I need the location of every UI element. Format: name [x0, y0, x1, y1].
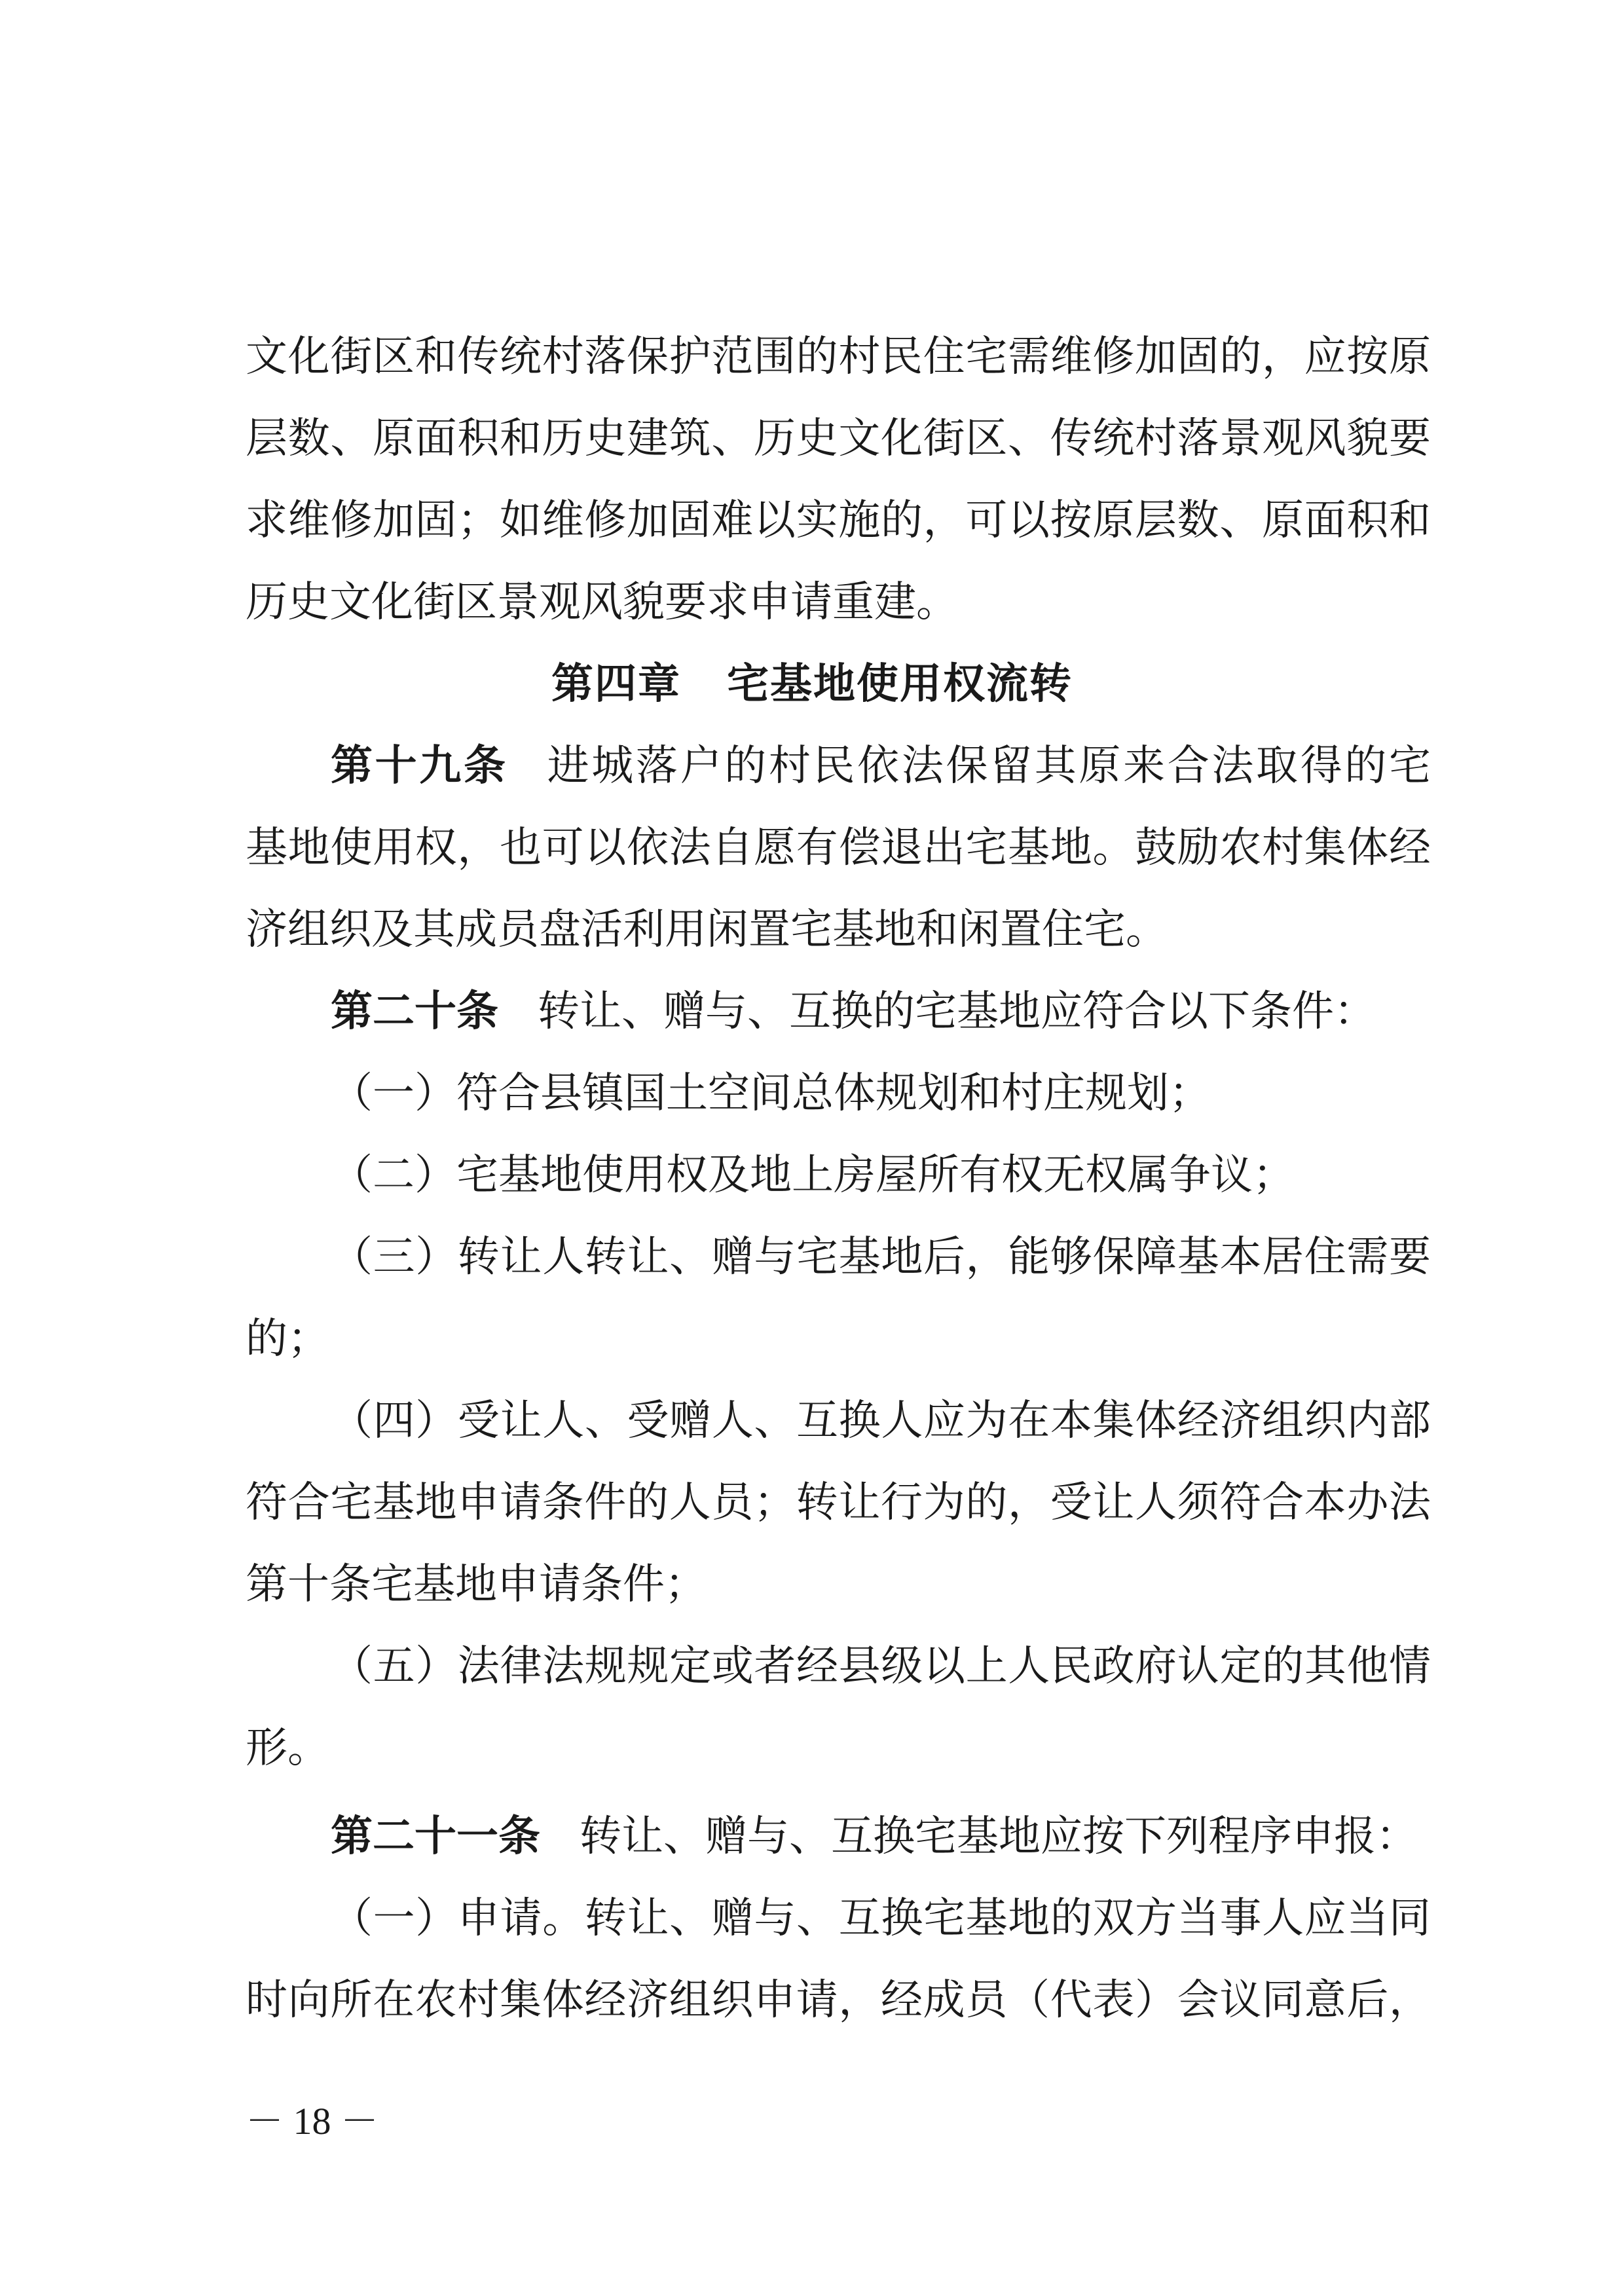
article-19-line: 基地使用权，也可以依法自愿有偿退出宅基地。鼓励农村集体经	[246, 824, 1431, 872]
body-line: 求维修加固；如维修加固难以实施的，可以按原层数、原面积和	[246, 496, 1431, 545]
chapter-title: 宅基地使用权流转	[727, 659, 1073, 708]
article-20-item: （二）宅基地使用权及地上房屋所有权无权属争议；	[331, 1151, 1295, 1200]
article-20-item: （五）法律法规规定或者经县级以上人民政府认定的其他情	[331, 1642, 1431, 1691]
page-number: － 18 －	[246, 2100, 379, 2142]
article-21-label: 第二十一条	[331, 1812, 540, 1861]
body-line: 层数、原面积和历史建筑、历史文化街区、传统村落景观风貌要	[246, 414, 1431, 463]
chapter-heading	[0, 658, 1624, 710]
article-20-item: 第十条宅基地申请条件；	[246, 1560, 707, 1609]
article-20-item: 形。	[246, 1724, 329, 1772]
article-20-line: 第二十条 转让、赠与、互换的宅基地应符合以下条件：	[331, 987, 1376, 1036]
article-20-item: （一）符合县镇国土空间总体规划和村庄规划；	[331, 1069, 1211, 1118]
article-21-line: （一）申请。转让、赠与、互换宅基地的双方当事人应当同	[331, 1894, 1431, 1943]
article-20-label: 第二十条	[331, 987, 498, 1036]
chapter-number: 第四章	[551, 659, 681, 708]
body-line: 历史文化街区景观风貌要求申请重建。	[246, 578, 958, 627]
article-20-item: 符合宅基地申请条件的人员；转让行为的，受让人须符合本办法	[246, 1478, 1431, 1527]
article-19-line: 第十九条 进城落户的村民依法保留其原来合法取得的宅	[331, 742, 1431, 790]
article-19-line: 济组织及其成员盘活利用闲置宅基地和闲置住宅。	[246, 906, 1168, 954]
article-21-line: 时向所在农村集体经济组织申请，经成员（代表）会议同意后，	[246, 1976, 1431, 2025]
article-19-label: 第十九条	[331, 742, 508, 790]
article-21-line: 第二十一条 转让、赠与、互换宅基地应按下列程序申报：	[331, 1812, 1418, 1861]
article-20-item: （四）受让人、受赠人、互换人应为在本集体经济组织内部	[331, 1397, 1431, 1445]
article-20-item: （三）转让人转让、赠与宅基地后，能够保障基本居住需要	[331, 1233, 1431, 1281]
body-line: 文化街区和传统村落保护范围的村民住宅需维修加固的，应按原	[246, 333, 1431, 381]
article-20-item: 的；	[246, 1315, 329, 1363]
